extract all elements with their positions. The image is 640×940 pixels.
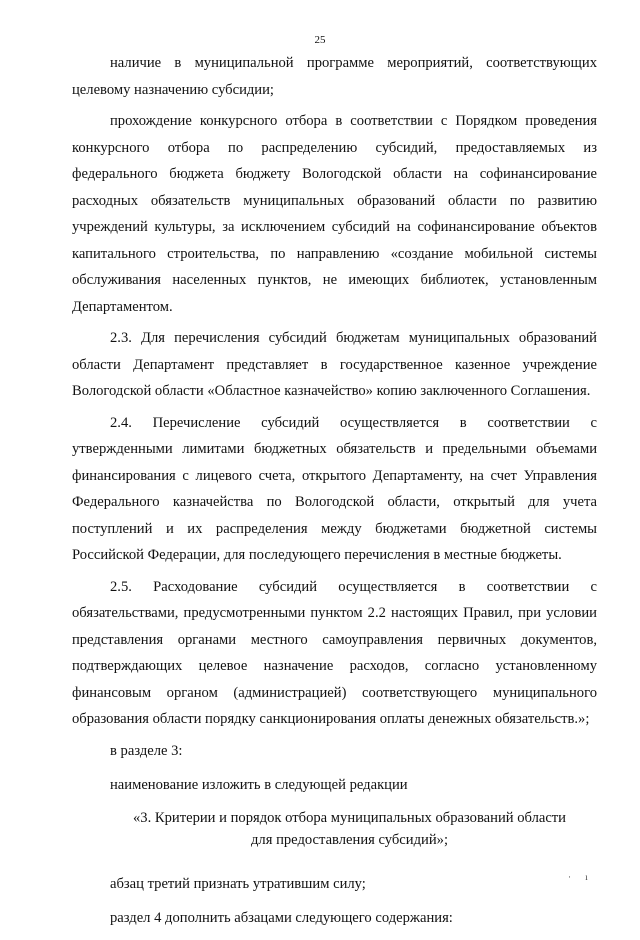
paragraph-paragraph-three-invalid: абзац третий признать утратившим силу;	[110, 875, 366, 892]
section-3-heading-quote	[72, 807, 597, 851]
paragraph-section-4-supplement: раздел 4 дополнить абзацами следующего содержания:	[110, 910, 453, 926]
paragraph-rename-instruction: наименование изложить в следующей редакции	[110, 777, 408, 793]
page-number: 25	[314, 34, 326, 46]
paragraph-subsidy-program: наличие в муниципальной программе мероприятий, соответствующих целевому назначению субсидии;	[72, 55, 597, 98]
paragraph-2-4: 2.4. Перечисление субсидий осуществляется в соответствии с утвержденными лимитами бюджетных обязательств и предельными объемами финансирования с лицевого счета, открытого Департаменту, на счет Управления Федерального казначейства по Вологодской области, открытый для учета поступлений и их распределения между бюджетами бюджетной системы Российской Федерации, для последующего перечисления в местные бюджеты.	[72, 414, 597, 563]
paragraph-2-3: 2.3. Для перечисления субсидий бюджетам муниципальных образований области Департамент представляет в государственное казенное учреждение Вологодской области «Областное казначейство» копию заключенного Соглашения.	[72, 330, 597, 399]
scan-corner-mark: · ı	[568, 872, 594, 882]
paragraph-2-5: 2.5. Расходование субсидий осуществляется в соответствии с обязательствами, предусмотренными пунктом 2.2 настоящих Правил, при условии представления органами местного самоуправления первичных документов, подтверждающих целевое назначение расходов, согласно установленному финансовым органом (администрацией) соответствующего муниципального образования области порядку санкционирования оплаты денежных обязательств.»;	[72, 578, 597, 727]
heading-quote-line-1: «3. Критерии и порядок отбора муниципальных образований области	[132, 809, 566, 826]
paragraph-competitive-selection: прохождение конкурсного отбора в соответствии с Порядком проведения конкурсного отбора по распределению субсидий, предоставляемых из федерального бюджета бюджету Вологодской области на софинансирование расходных обязательств муниципальных образований области по развитию учреждений культуры, за исключением субсидий на софинансирование объектов капитального строительства, по направлению «создание мобильной системы обслуживания населенных пунктов, не имеющих библиотек, установленным Департаментом.	[72, 113, 597, 315]
document-body	[72, 50, 597, 940]
paragraph-section-3: в разделе 3:	[110, 742, 183, 759]
heading-quote-line-2: для предоставления субсидий»;	[251, 831, 448, 848]
